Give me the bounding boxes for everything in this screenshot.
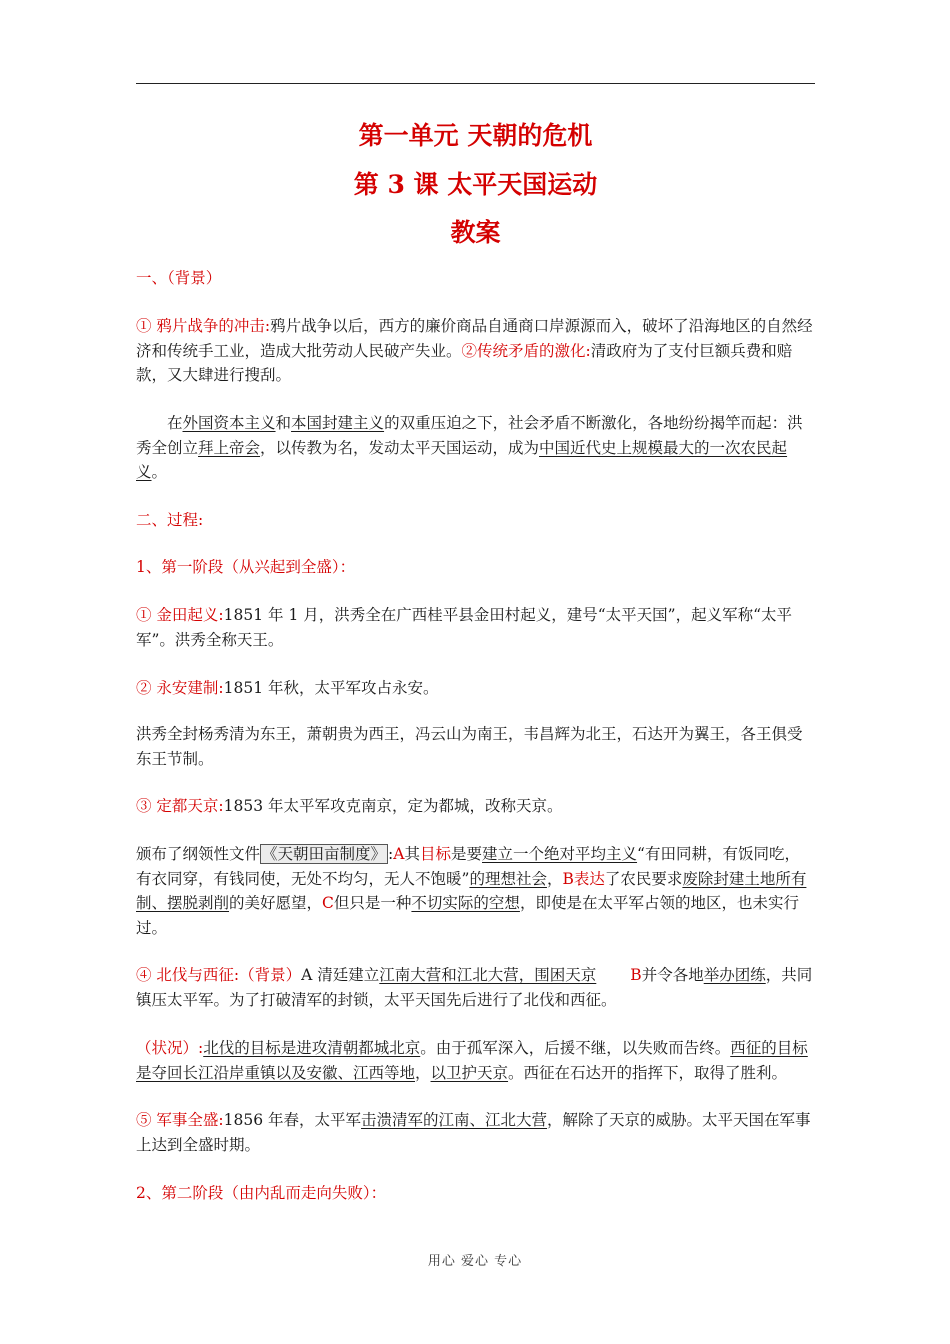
text-run: 。 <box>151 463 168 481</box>
text-run: 的美好愿望， <box>229 894 323 912</box>
underlined-term: 西征的目标是夺回长江沿岸重镇以及安徽、江西等地 <box>136 1039 808 1082</box>
underlined-term: 举办团练 <box>703 966 766 984</box>
underlined-term: 不切实际的空想 <box>411 894 520 912</box>
text-run: ， <box>546 869 563 888</box>
beifa-paragraph <box>136 963 815 1012</box>
tianjing-label: ③ 定都天京: <box>136 797 224 815</box>
yongan-paragraph <box>136 676 815 701</box>
text-run: 在 <box>167 414 183 432</box>
text-run: ，共同镇压太平军。为了打破清军的封锁，太平天国先后进行了北伐和西征。 <box>136 966 813 1009</box>
text-run: 颁布了纲领性文件 <box>136 845 261 863</box>
text-run: 1856 年春，太平军 <box>223 1111 362 1129</box>
underlined-term: 击溃清军的江南、江北大营 <box>361 1111 548 1129</box>
text-run: 并令各地 <box>641 966 704 984</box>
point-marker: C <box>322 894 334 912</box>
cause-1-text: 鸦片战争以后，西方的廉价商品自通商口岸源源而入，破坏了沿海地区的自然经济和传统手工业，造成大批劳动人民破产失业。 <box>136 317 813 360</box>
point-marker: B <box>630 966 642 984</box>
tianjing-paragraph <box>136 794 815 819</box>
lesson-title: 第 3 课 太平天国运动 <box>353 170 598 199</box>
text-run: 了农民要求 <box>604 869 683 888</box>
stage-2-heading: 2、第二阶段（由内乱而走向失败）： <box>136 1184 387 1202</box>
text-run: ，解除了天京的威胁。太平天国在军事上达到全盛时期。 <box>136 1111 811 1154</box>
jintian-text: 1851 年 1 月，洪秀全在广西桂平县金田村起义，建号“太平天国”，起义军称“太平军”。洪秀全称天王。 <box>136 606 793 649</box>
text-run: 。西征在石达开的指挥下，取得了胜利。 <box>508 1063 788 1082</box>
point-marker: A <box>393 845 405 863</box>
document-title-highlight: 《天朝田亩制度》 <box>262 845 387 863</box>
doc-type-title: 教案 <box>450 218 501 247</box>
underlined-term: 拜上帝会 <box>198 438 261 457</box>
quansheng-label: ⑤ 军事全盛: <box>136 1111 224 1129</box>
jintian-label: ① 金田起义: <box>136 606 224 624</box>
background-paragraph-1 <box>136 314 815 388</box>
point-marker: B <box>562 869 574 888</box>
jintian-paragraph <box>136 603 815 652</box>
cause-2-text: 清政府为了支付巨额兵费和赔款，又大肆进行搜刮。 <box>136 341 793 384</box>
keyword-red: 表达 <box>573 869 605 888</box>
underlined-term: 江南大营和江北大营，围困天京 <box>379 966 597 984</box>
background-paragraph-2 <box>136 411 815 485</box>
underlined-term: 废除封建土地所有制、摆脱剥削 <box>136 869 807 912</box>
text-run: 的双重压迫之下，社会矛盾不断激化，各地纷纷揭竿而起：洪秀全创立 <box>136 414 803 457</box>
underlined-term: 以卫护天京 <box>430 1063 509 1082</box>
background-heading: 一、（背景） <box>136 269 222 287</box>
zhuangkuang-paragraph <box>136 1036 815 1085</box>
underlined-term: 中国近代史上规模最大的一次农民起义 <box>136 438 788 481</box>
yongan-text: 1851 年秋，太平军攻占永安。 <box>223 679 439 697</box>
underlined-term: 北伐的目标是进攻清朝都城北京 <box>203 1039 421 1057</box>
text-run: 。由于孤军深入，后援不继，以失败而告终。 <box>420 1039 731 1057</box>
zhuangkuang-label: （状况）: <box>136 1039 204 1057</box>
yongan-label: ② 永安建制: <box>136 679 224 697</box>
text-run: ，即使是在太平军占领的地区，也未实行过。 <box>136 894 799 937</box>
fengwang-paragraph: 洪秀全封杨秀清为东王，萧朝贵为西王，冯云山为南王，韦昌辉为北王，石达开为翼王，各王俱受东王节制。 <box>136 725 803 768</box>
text-run: “有田同耕，有饭同吃，有衣同穿，有钱同使，无处不均匀，无人不饱暖” <box>136 845 800 888</box>
text-run: 和 <box>275 414 292 432</box>
tianjing-text: 1853 年太平军攻克南京，定为都城，改称天京。 <box>223 797 563 815</box>
process-heading: 二、过程: <box>136 511 204 529</box>
unit-title: 第一单元 天朝的危机 <box>358 121 593 150</box>
tianchao-paragraph <box>136 842 815 940</box>
beifa-label: ④ 北伐与西征:（背景） <box>136 966 302 984</box>
text-run: : <box>388 845 394 863</box>
text-run: 是要 <box>451 845 483 863</box>
page-footer: 用心 爱心 专心 <box>427 1254 523 1269</box>
text-run: ，以传教为名，发动太平天国运动，成为 <box>260 438 540 457</box>
text-run: 其 <box>404 845 420 863</box>
stage-1-heading: 1、第一阶段（从兴起到全盛）： <box>136 558 356 576</box>
cause-1-label: ① 鸦片战争的冲击: <box>136 317 271 335</box>
text-run: 但只是一种 <box>333 894 412 912</box>
header-rule <box>136 83 815 84</box>
quansheng-paragraph <box>136 1108 815 1157</box>
underlined-term: 的理想社会 <box>469 869 547 888</box>
underlined-term: 本国封建主义 <box>291 414 385 432</box>
underlined-term: 建立一个绝对平均主义 <box>482 845 638 863</box>
text-run: ， <box>415 1063 431 1082</box>
text-run: A 清廷建立 <box>301 966 380 984</box>
keyword-red: 目标 <box>419 845 451 863</box>
underlined-term: 外国资本主义 <box>182 414 276 432</box>
cause-2-label: ②传统矛盾的激化: <box>461 341 591 360</box>
